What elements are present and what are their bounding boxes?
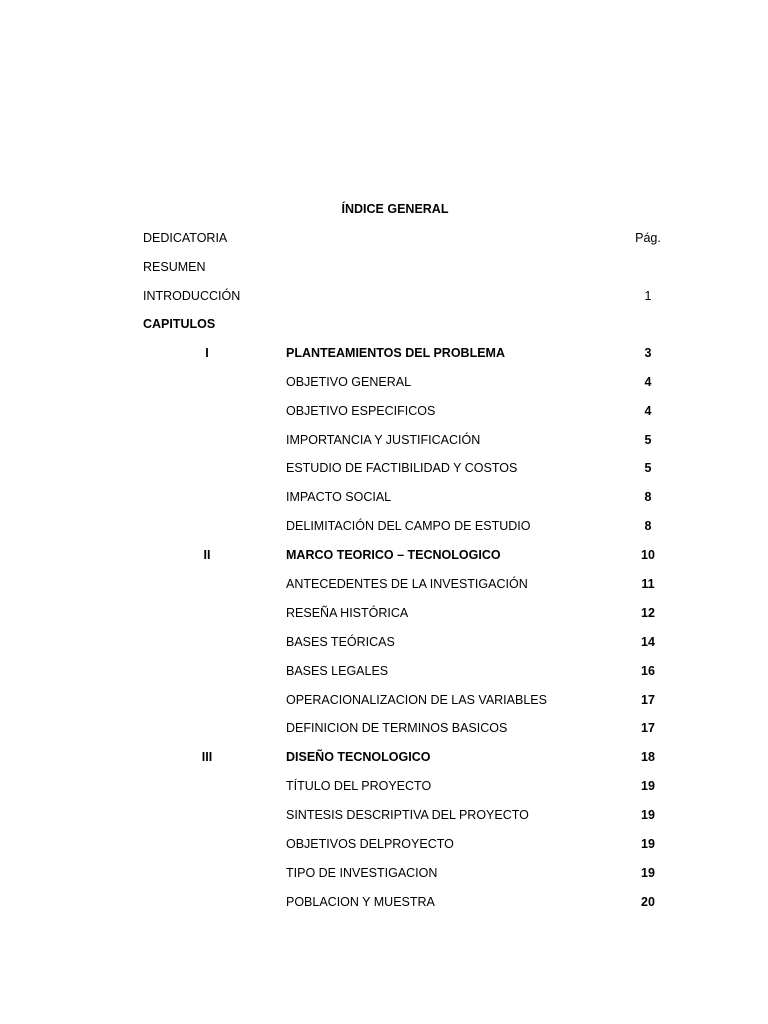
toc-section-row (0, 837, 768, 855)
toc-front-label: DEDICATORIA (143, 231, 228, 245)
chapters-heading: CAPITULOS (143, 317, 216, 331)
chapter-title: PLANTEAMIENTOS DEL PROBLEMA (286, 346, 505, 360)
toc-page-number: 18 (641, 750, 655, 764)
section-title: TIPO DE INVESTIGACION (286, 866, 438, 880)
toc-front-row (0, 289, 768, 307)
toc-section-row (0, 895, 768, 913)
document-title: ÍNDICE GENERAL (341, 202, 449, 216)
toc-page-number: 19 (641, 866, 655, 880)
toc-page-number: 10 (641, 548, 655, 562)
toc-page-number: 8 (644, 490, 652, 504)
toc-section-row (0, 664, 768, 682)
toc-page-number: 19 (641, 808, 655, 822)
toc-front-row (0, 260, 768, 278)
toc-page-number: 4 (644, 375, 652, 389)
chapter-title: MARCO TEORICO – TECNOLOGICO (286, 548, 501, 562)
toc-page-number: 16 (641, 664, 655, 678)
toc-section-row (0, 461, 768, 479)
section-title: OBJETIVO ESPECIFICOS (286, 404, 436, 418)
chapter-title: DISEÑO TECNOLOGICO (286, 750, 431, 764)
toc-section-row (0, 490, 768, 508)
toc-chapter-row (0, 346, 768, 364)
toc-page-number: 17 (641, 721, 655, 735)
toc-page-number: 19 (641, 779, 655, 793)
toc-section-row (0, 519, 768, 537)
toc-section-row (0, 779, 768, 797)
toc-page-number: 17 (641, 693, 655, 707)
toc-page-number: 14 (641, 635, 655, 649)
toc-page-number: 5 (644, 461, 652, 475)
section-title: IMPORTANCIA Y JUSTIFICACIÓN (286, 433, 481, 447)
toc-section-row (0, 693, 768, 711)
toc-section-row (0, 866, 768, 884)
toc-page-number: 5 (644, 433, 652, 447)
toc-chapter-row (0, 548, 768, 566)
toc-chapter-row (0, 750, 768, 768)
section-title: TÍTULO DEL PROYECTO (286, 779, 432, 793)
chapter-numeral: III (201, 750, 213, 764)
section-title: POBLACION Y MUESTRA (286, 895, 435, 909)
toc-page-number: 12 (641, 606, 655, 620)
section-title: BASES TEÓRICAS (286, 635, 395, 649)
toc-section-row (0, 433, 768, 451)
toc-page-number: 20 (641, 895, 655, 909)
toc-page-number: 4 (644, 404, 652, 418)
toc-page-number: 11 (641, 577, 655, 591)
toc-section-row (0, 606, 768, 624)
chapter-numeral: II (203, 548, 211, 562)
section-title: ESTUDIO DE FACTIBILIDAD Y COSTOS (286, 461, 518, 475)
section-title: ANTECEDENTES DE LA INVESTIGACIÓN (286, 577, 528, 591)
toc-page-number: 8 (644, 519, 652, 533)
toc-section-row (0, 808, 768, 826)
toc-section-row (0, 577, 768, 595)
chapters-heading-row (0, 317, 768, 335)
section-title: SINTESIS DESCRIPTIVA DEL PROYECTO (286, 808, 529, 822)
section-title: RESEÑA HISTÓRICA (286, 606, 409, 620)
toc-front-label: RESUMEN (143, 260, 206, 274)
toc-front-label: INTRODUCCIÓN (143, 289, 241, 303)
chapter-numeral: I (205, 346, 209, 360)
toc-page-number: 1 (644, 289, 652, 303)
section-title: DEFINICION DE TERMINOS BASICOS (286, 721, 508, 735)
section-title: DELIMITACIÓN DEL CAMPO DE ESTUDIO (286, 519, 531, 533)
toc-section-row (0, 375, 768, 393)
section-title: BASES LEGALES (286, 664, 389, 678)
section-title: OBJETIVO GENERAL (286, 375, 412, 389)
section-title: OPERACIONALIZACION DE LAS VARIABLES (286, 693, 547, 707)
toc-front-row (0, 231, 768, 249)
toc-page-header: Pág. (635, 231, 661, 245)
toc-page-number: 19 (641, 837, 655, 851)
section-title: IMPACTO SOCIAL (286, 490, 392, 504)
toc-page-number: 3 (644, 346, 652, 360)
toc-section-row (0, 404, 768, 422)
toc-section-row (0, 721, 768, 739)
toc-section-row (0, 635, 768, 653)
section-title: OBJETIVOS DELPROYECTO (286, 837, 454, 851)
